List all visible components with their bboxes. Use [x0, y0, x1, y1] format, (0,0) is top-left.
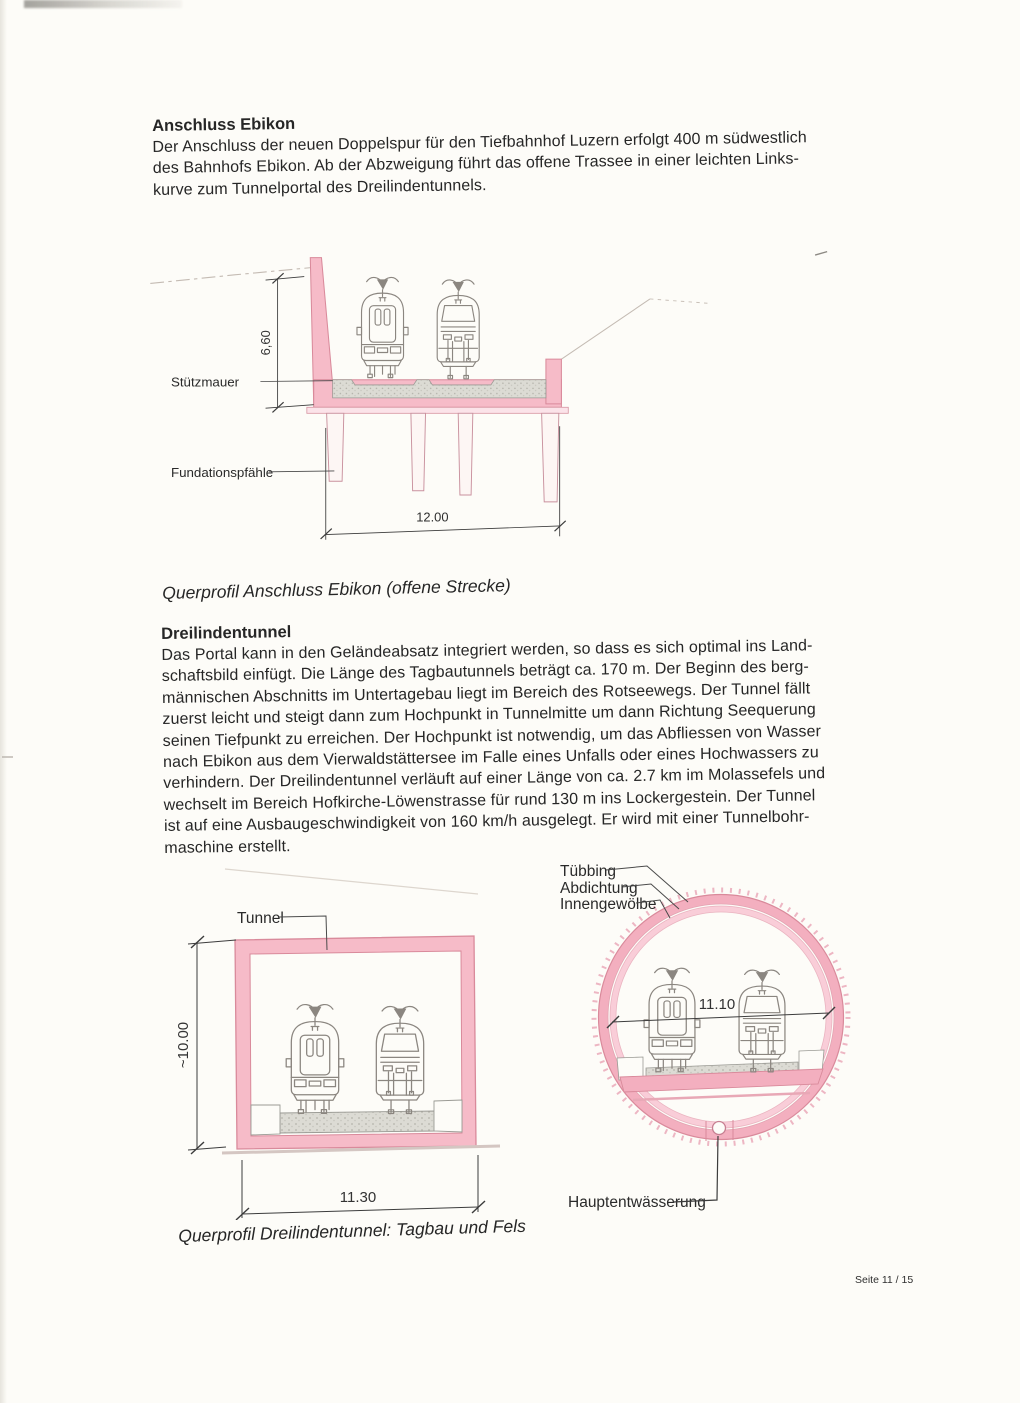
paragraph-line: ist auf eine Ausbaugeschwindigkeit von 160 km/h ausgelegt. Er wird mit einer Tunnelbohr- [163, 808, 810, 836]
paragraph-line: zuerst leicht und steigt dann zum Hochpunkt in Tunnelmitte um dann Richtung Seequerung [162, 701, 816, 729]
section-heading: Anschluss Ebikon [152, 114, 296, 135]
section-dreilindentunnel [161, 614, 826, 859]
diagram-querprofil-ebikon [140, 228, 1000, 578]
innengewoelbe-label: Innengewölbe [560, 896, 657, 913]
ground-line-left [150, 267, 316, 283]
page-number: Seite 11 / 15 [855, 1274, 914, 1286]
paragraph-line: Der Anschluss der neuen Doppelspur für den Tiefbahnhof Luzern erfolgt 400 m südwestlich [152, 129, 807, 156]
dimension-width-lines [236, 1155, 485, 1220]
fundationspfaehle-label: Fundationspfähle [170, 464, 274, 480]
dimension-height-label: ~10.00 [175, 1021, 192, 1069]
paragraph-line: männischen Abschnitts im Untertagebau liegt im Bereich des Rotseewegs. Der Tunnel fällt [161, 680, 811, 707]
train-icon [437, 280, 479, 379]
drainage-pipe [713, 1122, 726, 1135]
scan-tick [815, 252, 827, 255]
tuebbing-label: Tübbing [560, 863, 617, 880]
caption-ebikon: Querprofil Anschluss Ebikon (offene Strecke) [162, 575, 511, 603]
ground-line-right-dashed [650, 299, 708, 303]
retaining-wall-right [546, 359, 561, 404]
tunnel-label: Tunnel [237, 910, 284, 927]
dimension-width-label: 11.30 [339, 1189, 377, 1206]
abdichtung-label: Abdichtung [560, 880, 638, 897]
foundation-piles [327, 413, 559, 502]
scan-smudge [24, 0, 182, 8]
stuetzmauer-label: Stützmauer [170, 374, 240, 390]
dimension-width-label: 12.00 [416, 509, 449, 525]
hauptentwaesserung-label: Hauptentwässerung [568, 1194, 706, 1211]
section-anschluss-ebikon [152, 106, 808, 201]
dimension-height-label: 6,60 [257, 330, 273, 356]
footing-strip [307, 407, 568, 413]
train-icon [357, 277, 408, 377]
fundationspfaehle-leader [269, 471, 334, 472]
dimension-height-lines [188, 936, 236, 1154]
paragraph-line: wechselt im Bereich Hofkirche-Löwenstrasse für rund 130 m ins Lockergestein. Der Tunnel [163, 787, 816, 814]
bench-left [251, 1105, 280, 1135]
paragraph-line: verhindern. Der Dreilindentunnel verläuft auf einer Länge von ca. 2.7 km im Molassefels und [163, 765, 826, 793]
ballast-bed [280, 1111, 435, 1133]
tunnel-box-inner [250, 951, 462, 1136]
ground-line-right [561, 299, 650, 359]
diagram-tagbau [170, 855, 540, 1220]
paragraph-line: kurve zum Tunnelportal des Dreilindentunnels. [152, 176, 487, 199]
paragraph-line: seinen Tiefpunkt zu erreichen. Der Hochpunkt ist notwendig, um das Abfliessen von Wasser [162, 722, 822, 750]
margin-mark [2, 756, 13, 758]
paragraph-line: Das Portal kann in den Geländeabsatz integriert werden, so dass es sich optimal ins Land- [161, 637, 813, 664]
ground-line [225, 869, 478, 894]
hauptentwaesserung-leader [673, 1136, 718, 1202]
paragraph-line: maschine erstellt. [164, 837, 291, 857]
scan-edge-shadow [0, 0, 7, 1403]
diagram-fels [555, 855, 900, 1220]
paragraph-line: des Bahnhofs Ebikon. Ab der Abzweigung führt das offene Trassee in einer leichten Links- [152, 150, 800, 178]
section-heading: Dreilindentunnel [161, 623, 292, 643]
dimension-width-label: 11.10 [698, 996, 736, 1013]
bench-right [434, 1100, 462, 1132]
paragraph-line: schaftsbild einfügt. Die Länge des Tagbautunnels beträgt ca. 170 m. Der Beginn des berg- [161, 658, 809, 686]
caption-dreilindentunnel: Querprofil Dreilindentunnel: Tagbau und Fels [178, 1215, 527, 1246]
paragraph-line: nach Ebikon aus dem Vierwaldstättersee im Falle eines Unfalls oder eines Hochwassers zu [162, 744, 819, 772]
